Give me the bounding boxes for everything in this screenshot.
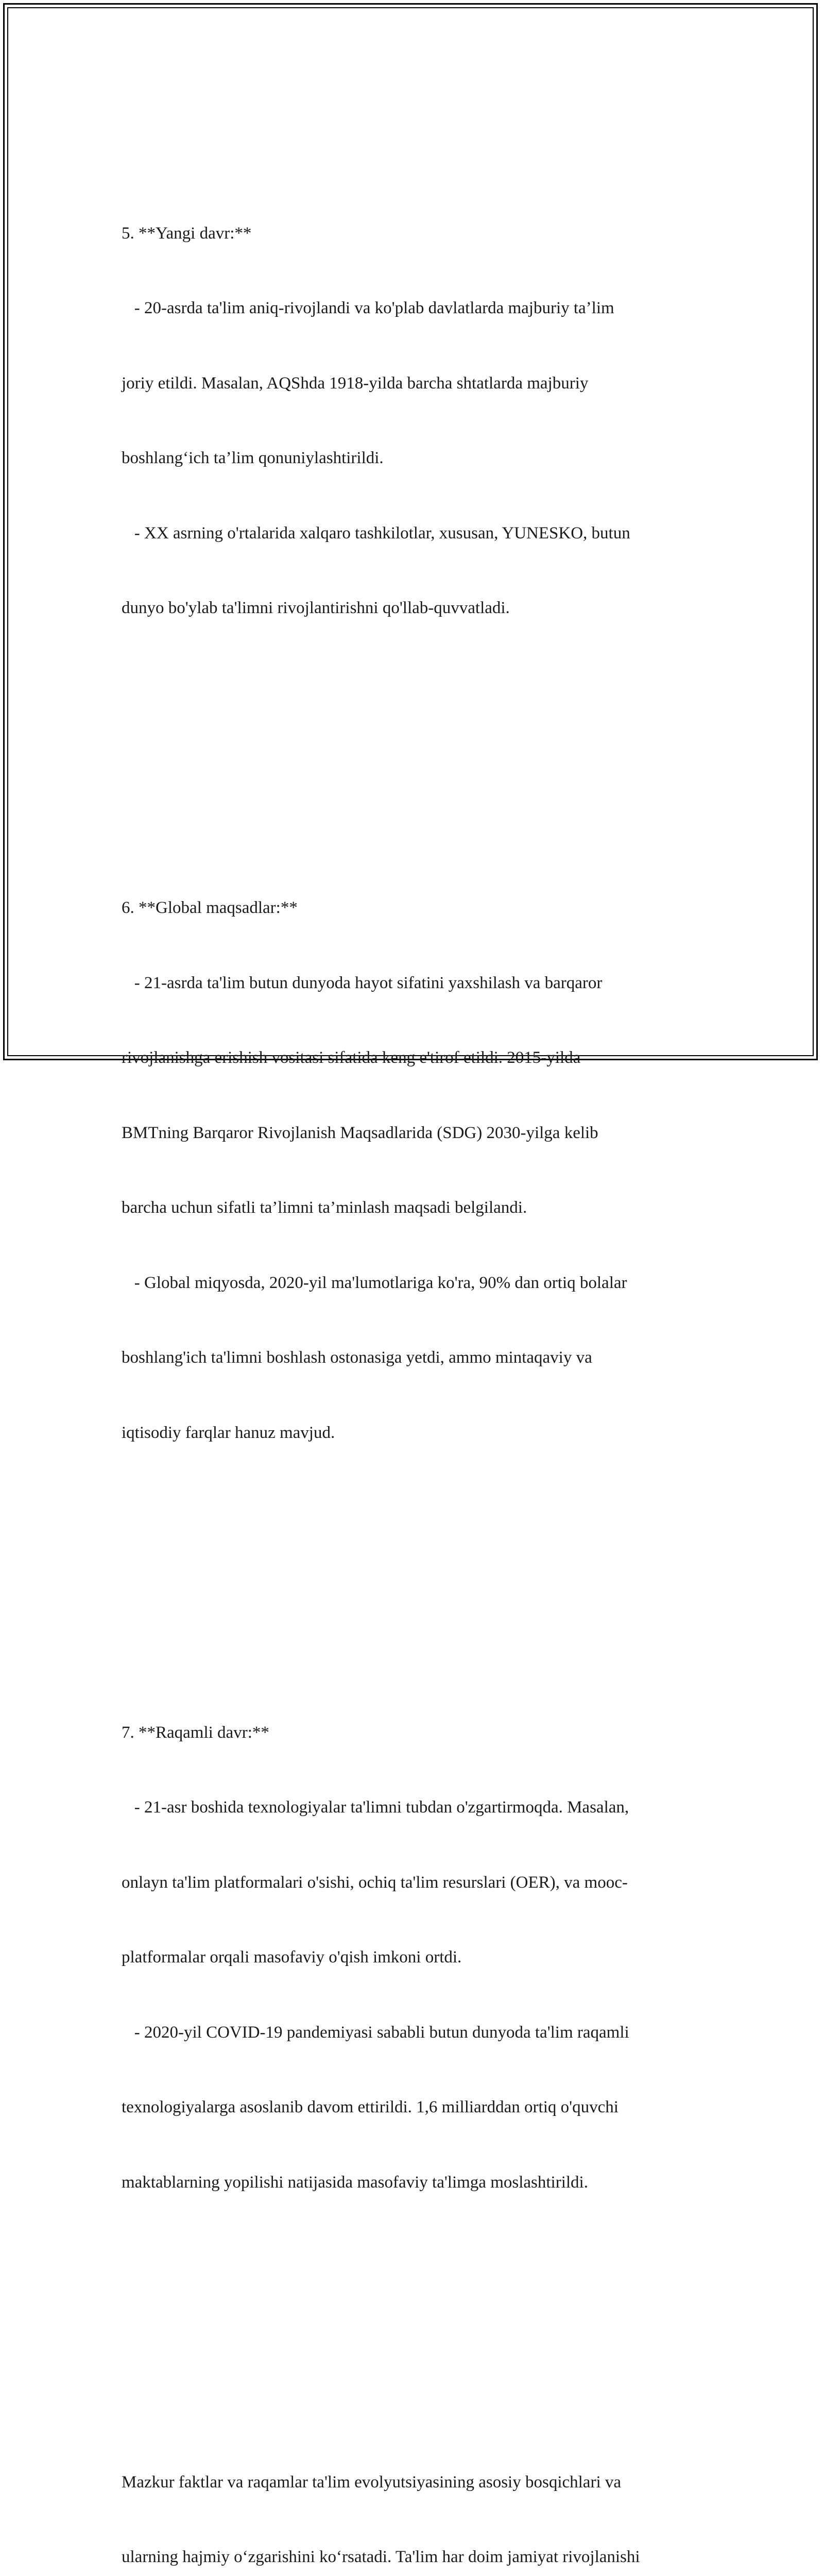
paragraph-line: - XX asrning o'rtalarida xalqaro tashkilotlar, xususan, YUNESKO, butun: [122, 521, 709, 546]
paragraph-line: rivojlanishga erishish vositasi sifatida keng e'tirof etildi. 2015-yilda: [122, 1045, 709, 1071]
paragraph-line: BMTning Barqaror Rivojlanish Maqsadlarida (SDG) 2030-yilga kelib: [122, 1121, 709, 1146]
paragraph-spacer: [122, 2320, 709, 2345]
paragraph-line: platformalar orqali masofaviy o'qish imkoni ortdi.: [122, 1945, 709, 1970]
paragraph-spacer: [122, 1570, 709, 1596]
paragraph-line: ularning hajmiy o‘zgarishini ko‘rsatadi. Ta'lim har doim jamiyat rivojlanishi: [122, 2545, 709, 2570]
paragraph-line: - Global miqyosda, 2020-yil ma'lumotlariga ko'ra, 90% dan ortiq bolalar: [122, 1270, 709, 1296]
paragraph-line: Mazkur faktlar va raqamlar ta'lim evolyutsiyasining asosiy bosqichlari va: [122, 2470, 709, 2495]
section-heading: 7. **Raqamli davr:**: [122, 1720, 709, 1745]
section-yangi-davr: [122, 171, 709, 671]
paragraph-line: maktablarning yopilishi natijasida masofaviy ta'limga moslashtirildi.: [122, 2170, 709, 2195]
paragraph-line: - 2020-yil COVID-19 pandemiyasi sababli butun dunyoda ta'lim raqamli: [122, 2020, 709, 2045]
section-raqamli-davr: [122, 1670, 709, 2245]
section-heading: 5. **Yangi davr:**: [122, 221, 709, 246]
paragraph-line: texnologiyalarga asoslanib davom ettirildi. 1,6 milliarddan ortiq o'quvchi: [122, 2095, 709, 2120]
paragraph-line: joriy etildi. Masalan, AQShda 1918-yilda barcha shtatlarda majburiy: [122, 371, 709, 396]
paragraph-line: onlayn ta'lim platformalari o'sishi, ochiq ta'lim resurslari (OER), va mooc-: [122, 1870, 709, 1895]
paragraph-line: barcha uchun sifatli ta’limni ta’minlash maqsadi belgilandi.: [122, 1195, 709, 1221]
paragraph-line: iqtisodiy farqlar hanuz mavjud.: [122, 1420, 709, 1446]
section-global-maqsadlar: [122, 845, 709, 1495]
paragraph-line: boshlang‘ich ta’lim qonuniylashtirildi.: [122, 446, 709, 471]
paragraph-line: - 21-asrda ta'lim butun dunyoda hayot sifatini yaxshilash va barqaror: [122, 971, 709, 996]
conclusion-paragraph: [122, 2420, 709, 2576]
paragraph-line: - 20-asrda ta'lim aniq-rivojlandi va ko'plab davlatlarda majburiy ta’lim: [122, 296, 709, 321]
section-heading: 6. **Global maqsadlar:**: [122, 895, 709, 921]
paragraph-line: boshlang'ich ta'limni boshlash ostonasiga yetdi, ammo mintaqaviy va: [122, 1345, 709, 1370]
paragraph-line: - 21-asr boshida texnologiyalar ta'limni tubdan o'zgartirmoqda. Masalan,: [122, 1795, 709, 1820]
paragraph-spacer: [122, 745, 709, 771]
document-body: [122, 96, 709, 2576]
paragraph-line: dunyo bo'ylab ta'limni rivojlantirishni qo'llab-quvvatladi.: [122, 596, 709, 621]
